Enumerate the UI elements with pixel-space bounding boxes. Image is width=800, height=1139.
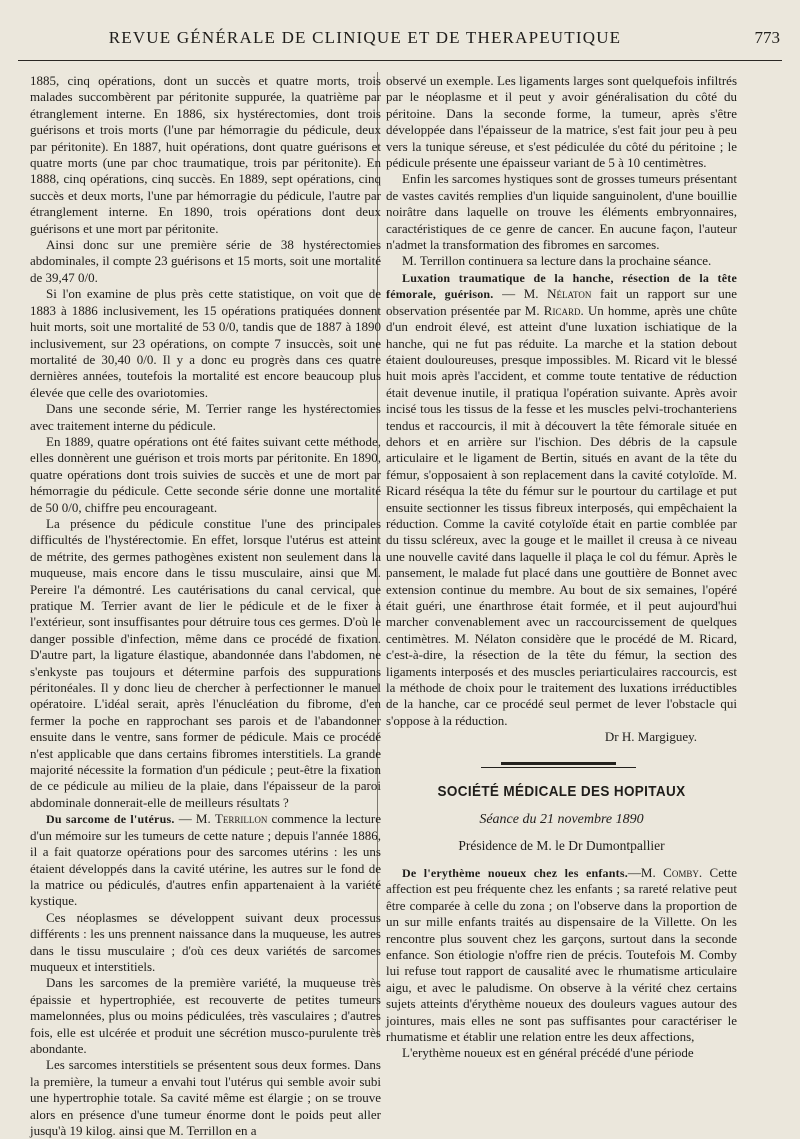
- section-rule: [386, 762, 737, 770]
- session-date: Séance du 21 novembre 1890: [479, 812, 644, 828]
- presidency: Présidence de M. le Dr Dumontpallier: [458, 838, 665, 854]
- author-name: Comby: [663, 864, 699, 880]
- runin-heading: Du sarcome de l'utérus.: [46, 812, 175, 827]
- right-column: [386, 73, 737, 1062]
- paragraph: M. Terrillon continuera sa lecture dans la prochaine séance.: [402, 253, 712, 269]
- runin-heading: De l'erythème noueux chez les enfants.: [402, 865, 628, 880]
- paragraph: Dans les sarcomes de la première variété, la muqueuse très épaissie et hypertrophiée, est recouverte de petites tumeurs mamelonnées, plus ou moins pédiculées, très vasculaires ; d'autres fois, elle est ulcérée et produit une sécrétion musco-purulente très abondante.: [30, 975, 381, 1056]
- page-header: [18, 22, 782, 52]
- signature: Dr H. Margiguey.: [604, 729, 697, 745]
- section-title: SOCIÉTÉ MÉDICALE DES HOPITAUX: [437, 782, 686, 800]
- header-rule: [18, 60, 782, 61]
- paragraph-sarcome: Du sarcome de l'utérus. — M. Terrillon commence la lecture d'un mémoire sur les tumeurs de cette nature ; depuis l'année 1886, il a fait quatorze opérations pour des sarcomes utérins : les uns étaient développés dans la cavité utérine, les autres sur le fond de la matrice ou pédiculés, d'autres enfin appartenaient à la variété kystique.: [30, 811, 381, 909]
- author-name: Terrillon: [214, 811, 268, 827]
- left-column: [30, 73, 381, 1139]
- paragraph: observé un exemple. Les ligaments larges sont quelquefois infiltrés par le néoplasme et il peut y avoir généralisation du côté du péritoine. Dans la seconde forme, la tumeur, après s'être développée dans l'épaisseur de la matrice, s'est fait jour peu à peu vers la tunique séreuse, et s'est pédiculée du côté du péritoine ; le pédicule présente une épaisseur variant de 5 à 10 centimètres.: [386, 73, 737, 171]
- author-name: Ricard: [543, 302, 581, 318]
- paragraph-erytheme: De l'erythème noueux chez les enfants.—M. Comby. Cette affection est peu fréquente chez les enfants ; sa rareté relative peut être comparée à celle du zona ; on l'observe dans la proportion de un sur mille enfants traités au dispensaire de la Villette. On les rencontre plus souvent chez les garçons, surtout dans la seconde enfance. Son étiologie n'offre rien de précis. Toutefois M. Comby lui refuse tout rapport de causalité avec le rhumatisme articulaire aigu, et avec le paludisme. On observe à la vérité chez certains sujets atteints d'érythème noueux des douleurs vagues autour des jointures, mais elles ne sont pas suffisantes pour caractériser le rhumatisme et établir une relation entre les deux affections,: [386, 864, 737, 1044]
- paragraph-luxation: Luxation traumatique de la hanche, résection de la tête fémorale, guérison. — M. Nélaton fait un rapport sur une observation présentée par M. Ricard. Un homme, après une chûte d'un endroit élevé, est atteint d'une luxation ischiatique de la hanche, qui ne fut pas réduite. La marche et la station debout étaient douloureuses, presque impossibles. M. Ricard vit le blessé huit mois après l'accident, et comme toute tentative de réduction était devenue inutile, il pratiqua l'opération suivante. Après avoir incisé tous les tissus de la fesse et les muscles pelvi-trochanteriens tendus et raccourcis, il mit à découvert la tête fémorale située en dehors et en arrière sur l'ischion. Des débris de la capsule articulaire et le ligament de Bertin, situés en avant de la tête du fémur, s'opposaient à son replacement dans la cavité cotyloïde. M. Ricard réséqua la tête du fémur sur le pourtour du cartilage et put ensuite sectionner les tissus fibreux interposés, qui empêchaient la réduction. Comme la cavité cotyloïde était en partie comblée par du tissu scléreux, avec la gouge et le maillet il creusa à ce niveau une nouvelle cavité dans laquelle il plaça le col du fémur. Après le pansement, le malade fut placé dans une gouttière de Bonnet avec extension continue du membre. Au bout de six semaines, l'opéré était guéri, une énarthrose était formée, et il peut aujourd'hui marcher convenablement avec un raccourcissement de quelques centimètres. M. Nélaton considère que le procédé de M. Ricard, c'est-à-dire, la résection de la tête du fémur, la section des ligaments interposés et des muscles periarticulaires raccourcis, est la méthode de choix pour le traitement des luxations irréductibles de la hanche, car ce procédé seul permet de lever l'obstacle qui s'oppose à la réduction.: [386, 270, 738, 728]
- journal-title: REVUE GÉNÉRALE DE CLINIQUE ET DE THERAPEUTIQUE: [108, 28, 622, 47]
- paragraph: Enfin les sarcomes hystiques sont de grosses tumeurs présentant de vastes cavités remplies d'un liquide sanguinolent, d'une bouillie noirâtre dans laquelle on trouve les éléments embryonnaires, caractéristiques de ce genre de cancer. En aucune façon, l'auteur n'admet la transformation des fibromes en sarcomes.: [386, 171, 737, 253]
- paragraph: L'erythème noueux est en général précédé d'une période: [402, 1045, 694, 1061]
- paragraph: Dans une seconde série, M. Terrier range les hystérectomies avec traitement interne du pédicule.: [30, 401, 381, 433]
- author-name: Nélaton: [547, 286, 592, 302]
- paragraph: Ainsi donc sur une première série de 38 hystérectomies abdominales, il compte 23 guérisons et 15 morts, soit une mortalité de 39,47 0/0.: [30, 237, 381, 285]
- page-number: 773: [754, 28, 780, 47]
- paragraph: Les sarcomes interstitiels se présentent sous deux formes. Dans la première, la tumeur a envahi tout l'utérus qui semble avoir subi une hypertrophie totale. Sa cavité même est élargie ; on se trouve alors en présence d'une tumeur énorme dont le poids peut aller jusqu'à 19 kilog. ainsi que M. Terrillon en a: [30, 1057, 381, 1138]
- paragraph: Ces néoplasmes se développent suivant deux processus différents : les uns prennent naissance dans la muqueuse, les autres dans le tissu musculaire ; d'où ces deux variétés de sarcomes muqueux et interstitiels.: [30, 909, 381, 974]
- paragraph: La présence du pédicule constitue l'une des principales difficultés de l'hystérectomie. En effet, lorsque l'utérus est atteint de métrite, des germes pathogènes existent non seulement dans la muqueuse, mais encore dans le tissu musculaire, ainsi que M. Pereire l'a démontré. Les cautérisations du canal cervical, que pratique M. Terrier avant de lier le pédicule et de le fixer à l'extérieur, sont insuffisantes pour détruire tous ces germes. D'où le danger possible d'infection, même dans ce procédé de fixation. D'autre part, la ligature élastique, abandonnée dans l'abdomen, ne s'enkyste pas toujours et détermine parfois des suppurations péritonéales. Il y donc lieu de chercher à perfectionner le manuel opératoire. L'idéal serait, après l'énucléation du fibrome, d'en fermer la poche en rapprochant ses parois et de l'abandonner ensuite dans le ventre, sans former de pédicule. Mais ce procédé n'est applicable que dans certains fibromes interstitiels. La grande majorité nécessite la formation d'un pédicule ; peut-être la fixation de ce pédicule au milieu de la plaie, dans l'épaisseur de la paroi abdominale donnerait-elle de meilleurs résultats ?: [30, 515, 381, 810]
- runin-heading: Luxation traumatique de la hanche, résection de la tête fémorale, guérison.: [386, 270, 737, 302]
- paragraph: Si l'on examine de plus près cette statistique, on voit que de 1883 à 1886 inclusivement, les 15 opérations pratiquées donnent huit morts, soit une mortalité de 53 0/0, tandis que de 1887 à 1890 inclusivement, sur 23 opérations, on compte 7 insuccès, soit une mortalité de 30,40 0/0. Il y a donc eu progrès dans ces quatre dernières années, toutefois la mortalité est encore beaucoup plus élevée que celle des ovariotomies.: [30, 286, 381, 400]
- paragraph: 1885, cinq opérations, dont un succès et quatre morts, trois malades succombèrent par péritonite suppurée, la quatrième par étranglement interne. En 1886, six hystérectomies, dont trois guérisons et trois morts (l'une par hémorragie du pédicule, deux par péritonite). En 1887, huit opérations, dont quatre guérisons et quatre morts (une par choc traumatique, trois par péritonite). En 1888, cinq opérations, cinq succès. En 1889, sept opérations, cinq succès et deux morts, l'une par hémorragie du pédicule, l'autre par étranglement interne. En 1890, trois opérations dont deux guérisons et une mort par péritonite.: [30, 73, 381, 236]
- paragraph: En 1889, quatre opérations ont été faites suivant cette méthode, elles donnèrent une guérison et trois morts par péritonite. En 1890, quatre opérations dont trois suivies de succès et une de mort par hémorragie du pédicule. Cette seconde série donne une mortalité de 50 0/0, chiffre peu encourageant.: [30, 433, 381, 515]
